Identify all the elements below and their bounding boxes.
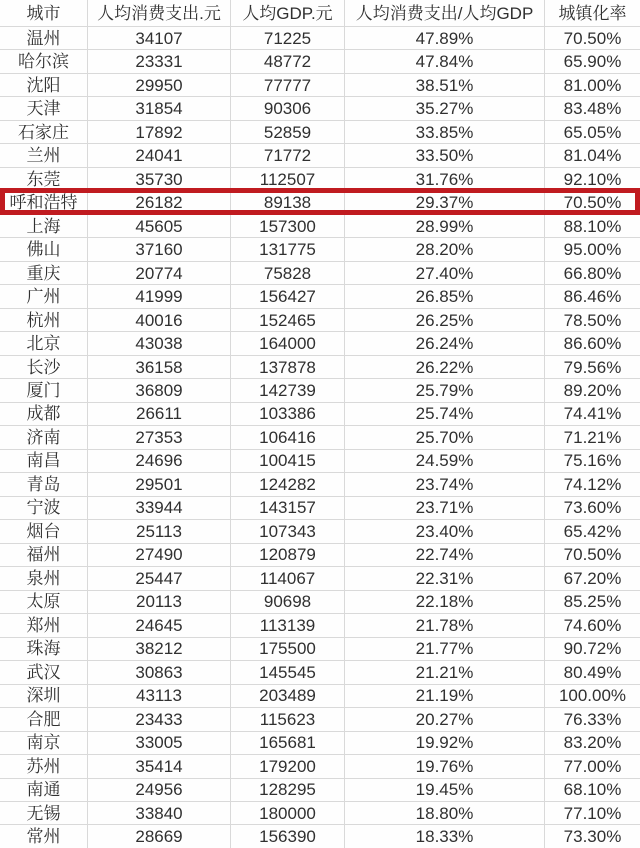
cell-consumption[interactable]: 43038 — [88, 332, 231, 354]
cell-gdp[interactable]: 164000 — [231, 332, 345, 354]
cell-ratio[interactable]: 21.78% — [345, 614, 545, 636]
cell-consumption[interactable]: 23433 — [88, 708, 231, 730]
table-row[interactable] — [0, 74, 640, 97]
cell-ratio[interactable]: 21.77% — [345, 638, 545, 660]
cell-urbanization[interactable]: 65.42% — [563, 521, 622, 541]
cell-ratio[interactable]: 23.71% — [345, 497, 545, 519]
cell-consumption[interactable]: 43113 — [88, 685, 231, 707]
cell-city[interactable]: 重庆 — [0, 262, 88, 284]
cell-urbanization[interactable]: 65.05% — [563, 122, 622, 142]
cell-urbanization[interactable]: 65.90% — [563, 52, 622, 72]
cell-urbanization[interactable]: 89.20% — [563, 381, 622, 400]
cell-city[interactable]: 杭州 — [0, 309, 88, 331]
cell-ratio[interactable]: 29.37% — [345, 191, 545, 213]
cell-gdp[interactable]: 142739 — [231, 379, 345, 401]
cell-ratio[interactable]: 25.74% — [345, 403, 545, 425]
cell-city[interactable]: 石家庄 — [0, 121, 88, 143]
table-row[interactable] — [0, 332, 640, 355]
cell-city[interactable]: 温州 — [0, 27, 88, 49]
cell-ratio[interactable]: 33.50% — [345, 144, 545, 166]
cell-city[interactable]: 太原 — [0, 591, 88, 613]
cell-gdp[interactable]: 112507 — [231, 168, 345, 190]
table-row[interactable] — [0, 544, 640, 567]
cell-ratio[interactable]: 21.19% — [345, 685, 545, 707]
cell-gdp[interactable]: 175500 — [231, 638, 345, 660]
cell-consumption[interactable]: 30863 — [88, 661, 231, 683]
cell-consumption[interactable]: 24956 — [88, 779, 231, 801]
cell-urbanization[interactable]: 83.48% — [563, 99, 622, 119]
column-header-city[interactable]: 城市 — [0, 0, 88, 26]
cell-consumption[interactable]: 34107 — [88, 27, 231, 49]
cell-urbanization[interactable]: 70.50% — [563, 545, 622, 565]
cell-city[interactable]: 兰州 — [0, 144, 88, 166]
cell-gdp[interactable]: 157300 — [231, 215, 345, 237]
cell-city[interactable]: 哈尔滨 — [0, 50, 88, 72]
cell-ratio[interactable]: 19.92% — [345, 732, 545, 754]
cell-consumption[interactable]: 27490 — [88, 544, 231, 566]
cell-gdp[interactable]: 90698 — [231, 591, 345, 613]
cell-consumption[interactable]: 41999 — [88, 285, 231, 307]
cell-consumption[interactable]: 17892 — [88, 121, 231, 143]
cell-city[interactable]: 沈阳 — [0, 74, 88, 96]
cell-consumption[interactable]: 33840 — [88, 802, 231, 824]
cell-urbanization[interactable]: 71.21% — [563, 427, 622, 447]
cell-urbanization[interactable]: 70.50% — [563, 28, 622, 48]
cell-ratio[interactable]: 26.25% — [345, 309, 545, 331]
cell-consumption[interactable]: 33005 — [88, 732, 231, 754]
table-row[interactable] — [0, 27, 640, 50]
cell-consumption[interactable]: 33944 — [88, 497, 231, 519]
cell-consumption[interactable]: 24041 — [88, 144, 231, 166]
table-row[interactable] — [0, 638, 640, 661]
cell-gdp[interactable]: 89138 — [231, 191, 345, 213]
cell-gdp[interactable]: 137878 — [231, 356, 345, 378]
cell-urbanization[interactable]: 92.10% — [563, 169, 622, 189]
cell-urbanization[interactable]: 77.10% — [563, 803, 622, 823]
cell-consumption[interactable]: 29501 — [88, 473, 231, 495]
cell-gdp[interactable]: 156427 — [231, 285, 345, 307]
cell-city[interactable]: 长沙 — [0, 356, 88, 378]
cell-ratio[interactable]: 47.84% — [345, 50, 545, 72]
cell-city[interactable]: 泉州 — [0, 567, 88, 589]
cell-ratio[interactable]: 19.76% — [345, 755, 545, 777]
column-header-ratio[interactable]: 人均消费支出/人均GDP — [345, 0, 545, 26]
cell-ratio[interactable]: 28.99% — [345, 215, 545, 237]
cell-urbanization[interactable]: 67.20% — [563, 568, 622, 588]
cell-city[interactable]: 苏州 — [0, 755, 88, 777]
cell-ratio[interactable]: 23.40% — [345, 520, 545, 542]
cell-gdp[interactable]: 165681 — [231, 732, 345, 754]
cell-gdp[interactable]: 115623 — [231, 708, 345, 730]
cell-urbanization[interactable]: 74.41% — [563, 404, 622, 424]
table-row[interactable] — [0, 825, 640, 847]
table-row[interactable] — [0, 191, 640, 214]
cell-city[interactable]: 武汉 — [0, 661, 88, 683]
cell-urbanization[interactable]: 77.00% — [563, 756, 622, 776]
cell-gdp[interactable]: 120879 — [231, 544, 345, 566]
cell-gdp[interactable]: 71772 — [231, 144, 345, 166]
cell-urbanization[interactable]: 81.04% — [563, 146, 622, 166]
cell-urbanization[interactable]: 70.50% — [563, 193, 622, 213]
cell-consumption[interactable]: 36809 — [88, 379, 231, 401]
cell-consumption[interactable]: 26611 — [88, 403, 231, 425]
cell-ratio[interactable]: 33.85% — [345, 121, 545, 143]
table-row[interactable] — [0, 779, 640, 802]
cell-consumption[interactable]: 25447 — [88, 567, 231, 589]
cell-gdp[interactable]: 128295 — [231, 779, 345, 801]
cell-urbanization[interactable]: 66.80% — [563, 263, 622, 283]
cell-gdp[interactable]: 77777 — [231, 74, 345, 96]
cell-consumption[interactable]: 45605 — [88, 215, 231, 237]
cell-urbanization[interactable]: 73.30% — [563, 827, 622, 847]
table-row[interactable] — [0, 802, 640, 825]
cell-consumption[interactable]: 25113 — [88, 520, 231, 542]
cell-city[interactable]: 天津 — [0, 97, 88, 119]
cell-gdp[interactable]: 143157 — [231, 497, 345, 519]
table-row[interactable] — [0, 215, 640, 238]
cell-city[interactable]: 厦门 — [0, 379, 88, 401]
cell-city[interactable]: 常州 — [0, 825, 88, 847]
cell-consumption[interactable]: 26182 — [88, 191, 231, 213]
cell-consumption[interactable]: 40016 — [88, 309, 231, 331]
cell-gdp[interactable]: 156390 — [231, 825, 345, 847]
cell-ratio[interactable]: 47.89% — [345, 27, 545, 49]
table-row[interactable] — [0, 473, 640, 496]
cell-gdp[interactable]: 100415 — [231, 450, 345, 472]
column-header-urbanization[interactable]: 城镇化率 — [558, 3, 627, 23]
cell-gdp[interactable]: 152465 — [231, 309, 345, 331]
cell-urbanization[interactable]: 74.12% — [563, 474, 622, 494]
cell-ratio[interactable]: 25.79% — [345, 379, 545, 401]
table-row[interactable] — [0, 356, 640, 379]
cell-city[interactable]: 上海 — [0, 215, 88, 237]
cell-consumption[interactable]: 35730 — [88, 168, 231, 190]
cell-consumption[interactable]: 24645 — [88, 614, 231, 636]
cell-city[interactable]: 南昌 — [0, 450, 88, 472]
cell-consumption[interactable]: 23331 — [88, 50, 231, 72]
cell-city[interactable]: 北京 — [0, 332, 88, 354]
cell-urbanization[interactable]: 81.00% — [563, 75, 622, 95]
cell-ratio[interactable]: 21.21% — [345, 661, 545, 683]
cell-gdp[interactable]: 145545 — [231, 661, 345, 683]
cell-gdp[interactable]: 90306 — [231, 97, 345, 119]
cell-consumption[interactable]: 37160 — [88, 238, 231, 260]
table-row[interactable] — [0, 50, 640, 73]
cell-ratio[interactable]: 31.76% — [345, 168, 545, 190]
table-body — [0, 27, 640, 848]
cell-ratio[interactable]: 26.24% — [345, 332, 545, 354]
table-row[interactable] — [0, 403, 640, 426]
cell-city[interactable]: 青岛 — [0, 473, 88, 495]
cell-ratio[interactable]: 22.18% — [345, 591, 545, 613]
table-row[interactable] — [0, 238, 640, 261]
cell-consumption[interactable]: 29950 — [88, 74, 231, 96]
cell-urbanization[interactable]: 75.16% — [563, 451, 622, 471]
table-row[interactable] — [0, 426, 640, 449]
cell-gdp[interactable]: 113139 — [231, 614, 345, 636]
cell-ratio[interactable]: 35.27% — [345, 97, 545, 119]
cell-consumption[interactable]: 31854 — [88, 97, 231, 119]
cell-consumption[interactable]: 36158 — [88, 356, 231, 378]
cell-city[interactable]: 烟台 — [0, 520, 88, 542]
cell-city[interactable]: 宁波 — [0, 497, 88, 519]
cell-ratio[interactable]: 22.31% — [345, 567, 545, 589]
cell-city[interactable]: 南通 — [0, 779, 88, 801]
cell-urbanization[interactable]: 74.60% — [563, 615, 622, 635]
cell-urbanization[interactable]: 68.10% — [563, 780, 622, 800]
cell-gdp[interactable]: 131775 — [231, 238, 345, 260]
cell-city[interactable]: 南京 — [0, 732, 88, 754]
cell-ratio[interactable]: 19.45% — [345, 779, 545, 801]
cell-ratio[interactable]: 22.74% — [345, 544, 545, 566]
table-row[interactable] — [0, 567, 640, 590]
cell-city[interactable]: 广州 — [0, 285, 88, 307]
cell-consumption[interactable]: 24696 — [88, 450, 231, 472]
cell-consumption[interactable]: 35414 — [88, 755, 231, 777]
cell-gdp[interactable]: 107343 — [231, 520, 345, 542]
cell-ratio[interactable]: 18.80% — [345, 802, 545, 824]
cell-city[interactable]: 郑州 — [0, 614, 88, 636]
cell-city[interactable]: 东莞 — [0, 168, 88, 190]
table-row[interactable] — [0, 708, 640, 731]
table-header-row — [0, 0, 640, 27]
table-row[interactable] — [0, 97, 640, 120]
cell-consumption[interactable]: 27353 — [88, 426, 231, 448]
table-row[interactable] — [0, 168, 640, 191]
table-row[interactable] — [0, 661, 640, 684]
cell-ratio[interactable]: 25.70% — [345, 426, 545, 448]
cell-urbanization[interactable]: 73.60% — [563, 498, 622, 518]
cell-urbanization[interactable]: 86.46% — [563, 287, 622, 307]
cell-urbanization[interactable]: 86.60% — [563, 334, 622, 354]
cell-city[interactable]: 济南 — [0, 426, 88, 448]
cell-ratio[interactable]: 28.20% — [345, 238, 545, 260]
cell-city[interactable]: 深圳 — [0, 685, 88, 707]
table-row[interactable] — [0, 379, 640, 402]
cell-city[interactable]: 合肥 — [0, 708, 88, 730]
cell-consumption[interactable]: 20113 — [88, 591, 231, 613]
cell-urbanization[interactable]: 85.25% — [563, 592, 622, 612]
cell-ratio[interactable]: 20.27% — [345, 708, 545, 730]
cell-gdp[interactable]: 71225 — [231, 27, 345, 49]
cell-urbanization[interactable]: 80.49% — [563, 662, 622, 682]
cell-ratio[interactable]: 23.74% — [345, 473, 545, 495]
cell-city[interactable]: 无锡 — [0, 802, 88, 824]
cell-gdp[interactable]: 75828 — [231, 262, 345, 284]
table-row[interactable] — [0, 309, 640, 332]
cell-ratio[interactable]: 24.59% — [345, 450, 545, 472]
cell-consumption[interactable]: 38212 — [88, 638, 231, 660]
table-row[interactable] — [0, 144, 640, 167]
cell-urbanization[interactable]: 76.33% — [563, 709, 622, 729]
table-row[interactable] — [0, 591, 640, 614]
cell-gdp[interactable]: 179200 — [231, 755, 345, 777]
cell-consumption[interactable]: 20774 — [88, 262, 231, 284]
cell-urbanization[interactable]: 100.00% — [558, 686, 627, 706]
table-row[interactable] — [0, 520, 640, 543]
cell-urbanization[interactable]: 95.00% — [563, 240, 622, 260]
cell-urbanization[interactable]: 79.56% — [563, 357, 622, 377]
cell-ratio[interactable]: 27.40% — [345, 262, 545, 284]
cell-urbanization[interactable]: 78.50% — [563, 310, 622, 330]
cell-gdp[interactable]: 106416 — [231, 426, 345, 448]
cell-city[interactable]: 呼和浩特 — [0, 191, 88, 213]
table-row[interactable] — [0, 685, 640, 708]
cell-city[interactable]: 佛山 — [0, 238, 88, 260]
cell-city[interactable]: 珠海 — [0, 638, 88, 660]
cell-ratio[interactable]: 18.33% — [345, 825, 545, 847]
table-row[interactable] — [0, 450, 640, 473]
cell-consumption[interactable]: 28669 — [88, 825, 231, 847]
cell-gdp[interactable]: 124282 — [231, 473, 345, 495]
cell-ratio[interactable]: 26.85% — [345, 285, 545, 307]
cell-gdp[interactable]: 203489 — [231, 685, 345, 707]
cell-gdp[interactable]: 48772 — [231, 50, 345, 72]
cell-urbanization[interactable]: 83.20% — [563, 733, 622, 753]
column-header-consumption[interactable]: 人均消费支出.元 — [88, 0, 231, 26]
table-row[interactable] — [0, 497, 640, 520]
table-row[interactable] — [0, 285, 640, 308]
table-row[interactable] — [0, 121, 640, 144]
cell-ratio[interactable]: 38.51% — [345, 74, 545, 96]
cell-gdp[interactable]: 103386 — [231, 403, 345, 425]
table-row[interactable] — [0, 755, 640, 778]
table-row[interactable] — [0, 614, 640, 637]
column-header-gdp[interactable]: 人均GDP.元 — [231, 0, 345, 26]
cell-urbanization[interactable]: 90.72% — [563, 639, 622, 659]
cell-gdp[interactable]: 114067 — [231, 567, 345, 589]
cell-gdp[interactable]: 52859 — [231, 121, 345, 143]
cell-city[interactable]: 成都 — [0, 403, 88, 425]
cell-city[interactable]: 福州 — [0, 544, 88, 566]
cell-urbanization[interactable]: 88.10% — [563, 216, 622, 236]
table-row[interactable] — [0, 262, 640, 285]
table-row[interactable] — [0, 732, 640, 755]
cell-ratio[interactable]: 26.22% — [345, 356, 545, 378]
cell-gdp[interactable]: 180000 — [231, 802, 345, 824]
